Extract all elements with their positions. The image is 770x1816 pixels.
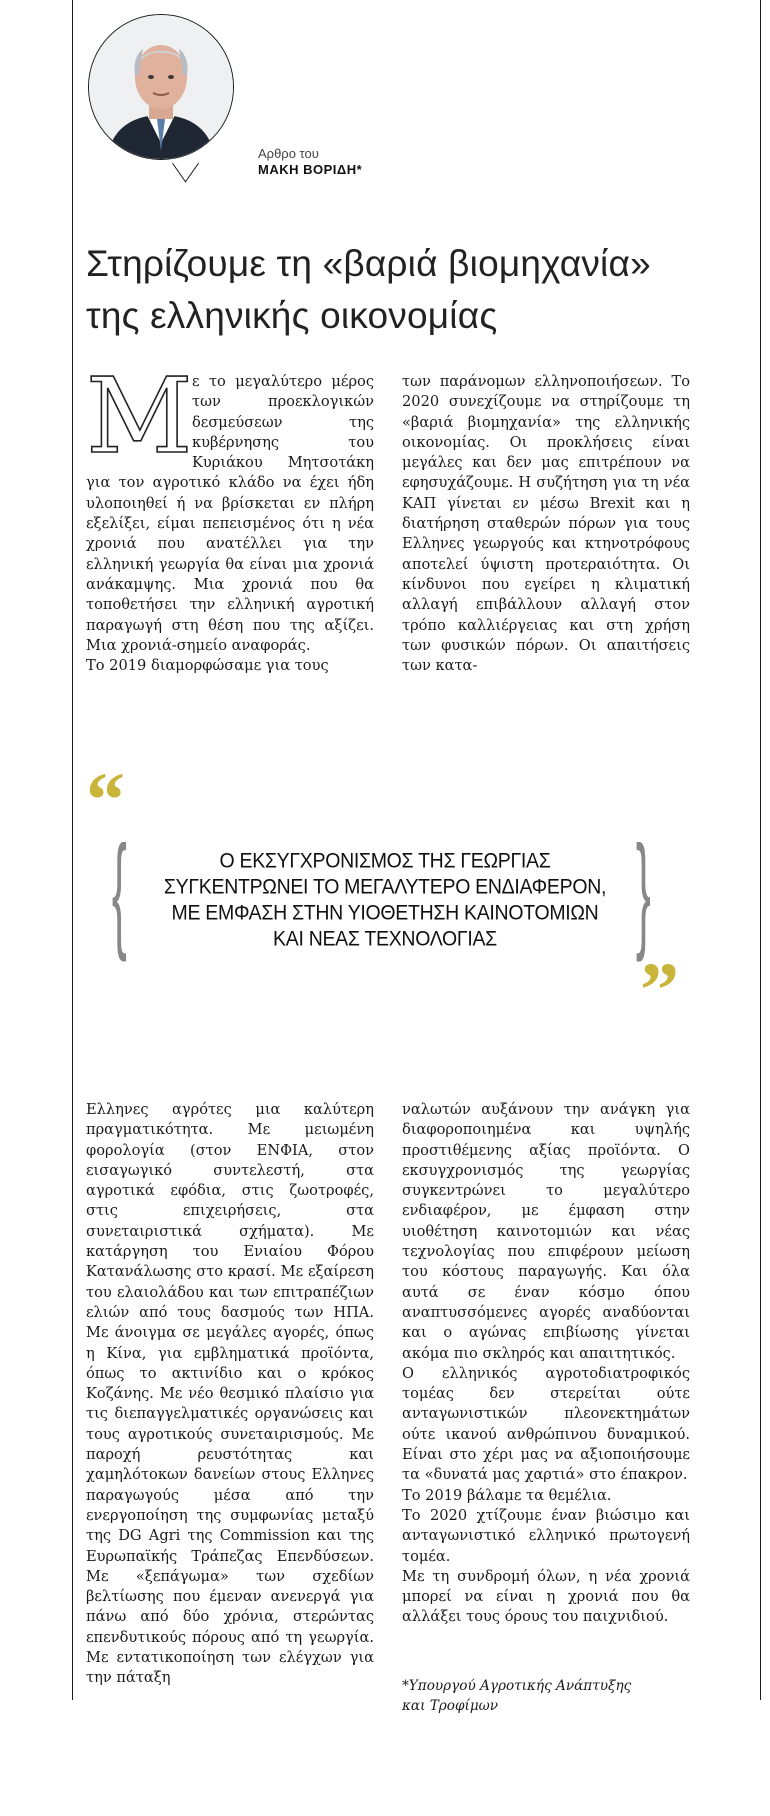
pull-quote-line: ΣΥΓΚΕΝΤΡΩΝΕΙ ΤΟ ΜΕΓΑΛΥΤΕΡΟ ΕΝΔΙΑΦΕΡΟΝ, <box>163 875 607 899</box>
paragraph: Το 2019 διαμορφώσαμε για τους <box>86 657 329 675</box>
left-brace-icon: { <box>111 820 127 963</box>
close-quote-icon: ” <box>640 946 679 1033</box>
paragraph: ναλωτών αυξάνουν την ανάγκη για διαφοροποιημένα και υψηλής προστιθέμενης αξίας προϊόντα. Ο εκσυγχρονισμός της γεωργίας συγκεντρώνει το μεγαλύτερο ενδιαφέρον, με έμφαση στην υιοθέτηση καινοτομιών και νέας τεχνολογίας που επιφέρουν μείωση του κόστους παραγωγής. Και όλα αυτά σε έναν κόσμο όπου αναπτυσσόμενες αγορές αναδύονται και ο αγώνας επιβίωσης γίνεται ακόμα πιο σκληρός και απαιτητικός. <box>402 1101 690 1362</box>
column-2-top <box>402 372 690 676</box>
paragraph: Το 2020 χτίζουμε έναν βιώσιμο και ανταγωνιστικό ελληνικό πρωτογενή τομέα. <box>402 1506 690 1565</box>
paragraph: Ο ελληνικός αγροτοδιατροφικός τομέας δεν στερείται ούτε ανταγωνιστικών πλεονεκτημάτων ούτε ικανού ανθρώπινου δυναμικού. Είναι στο χέρι μας να αξιοποιήσουμε τα «δυνατά μας χαρτιά» στο έπακρον. <box>402 1364 690 1484</box>
pull-quote-line: ΚΑΙ ΝΕΑΣ ΤΕΧΝΟΛΟΓΙΑΣ <box>273 927 497 951</box>
pull-quote-line: Ο ΕΚΣΥΓΧΡΟΝΙΣΜΟΣ ΤΗΣ ΓΕΩΡΓΙΑΣ <box>219 849 551 873</box>
paragraph: ε το μεγαλύτερο μέρος των προεκλογικών δεσμεύσεων της κυβέρνησης του Κυριάκου Μητσοτάκη για τον αγροτικό κλάδο να έχει ήδη υλοποιηθεί ή να βρίσκεται εν πλήρη εξελίξει, είμαι πεπεισμένος ότι η νέα χρονιά που ανατέλλει για την ελληνική γεωργία θα είναι μια χρονιά ανάκαμψης. Μια χρονιά που θα τοποθετήσει την ελληνική αγροτική παραγωγή στη θέση που της αξίζει. Μια χρονιά-σημείο αναφοράς. <box>86 373 374 654</box>
right-brace-icon: } <box>635 820 651 963</box>
author-photo-icon <box>89 15 233 159</box>
paragraph: Με τη συνδρομή όλων, η νέα χρονιά μπορεί να είναι η χρονιά που θα αλλάξει τους όρους του παιχνιδιού. <box>402 1567 690 1626</box>
author-name: ΜΑΚΗ ΒΟΡΙΔΗ* <box>258 162 363 177</box>
paragraph: Το 2019 βάλαμε τα θεμέλια. <box>402 1486 612 1504</box>
byline <box>258 146 362 177</box>
column-1-bottom <box>86 1100 374 1689</box>
column-2-bottom <box>402 1100 690 1628</box>
portrait-circle <box>88 14 234 160</box>
pull-quote <box>150 848 620 952</box>
pull-quote-line: ΜΕ ΕΜΦΑΣΗ ΣΤΗΝ ΥΙΟΘΕΤΗΣΗ ΚΑΙΝΟΤΟΜΙΩΝ <box>171 901 599 925</box>
headline <box>86 238 746 342</box>
footnote-line-1: *Υπουργού Αγροτικής Ανάπτυξης <box>402 1678 632 1694</box>
drop-cap: Μ <box>86 355 193 477</box>
byline-prefix: Αρθρο του <box>258 146 319 161</box>
open-quote-icon: “ <box>86 756 125 843</box>
paragraph: Ελληνες αγρότες μια καλύτερη πραγματικότητα. Με μειωμένη φορολογία (στον ΕΝΦΙΑ, στον εισαγωγικό συντελεστή, στα αγροτικά εφόδια, στις ζωοτροφές, στις επιχειρήσεις, στα συνεταιριστικά σχήματα). Με κατάργηση του Ενιαίου Φόρου Κατανάλωσης στο κρασί. Με εξαίρεση του ελαιολάδου και των επιτραπέζιων ελιών από τους δασμούς των ΗΠΑ. Με άνοιγμα σε μεγάλες αγορές, όπως η Κίνα, για εμβληματικά προϊόντα, όπως το ακτινίδιο και ο κρόκος Κοζάνης. Με νέο θεσμικό πλαίσιο για τις διεπαγγελματικές οργανώσεις και τους αγροτικούς συνεταιρισμούς. Με παροχή ρευστότητας και χαμηλότοκων δανείων στους Ελληνες παραγωγούς μέσα από την ενεργοποίηση της συμφωνίας μεταξύ της DG Agri της Commission και της Ευρωπαϊκής Τράπεζας Επενδύσεων. Με «ξεπάγωμα» των σχεδίων βελτίωσης που έμεναν ανενεργά για πάνω από δύο χρόνια, στερώντας επενδυτικούς πόρους από τη γεωργία. Με εντατικοποίηση των ελέγχων για την πάταξη <box>86 1101 374 1687</box>
author-portrait <box>88 14 234 160</box>
headline-line-1: Στηρίζουμε τη «βαριά βιομηχανία» <box>86 243 651 284</box>
footnote-line-2: και Τροφίμων <box>402 1698 499 1714</box>
left-column-rule <box>72 0 73 1700</box>
author-footnote <box>402 1676 631 1716</box>
paragraph: των παράνομων ελληνοποιήσεων. Το 2020 συνεχίζουμε να στηρίζουμε τη «βαριά βιομηχανία» της ελληνικής οικονομίας. Οι προκλήσεις είναι μεγάλες και δεν μας επιτρέπουν να εφησυχάζουμε. Η συζήτηση για τη νέα ΚΑΠ γίνεται εν μέσω Brexit και η διατήρηση σταθερών πόρων για τους Ελληνες γεωργούς και κτηνοτρόφους αποτελεί ύψιστη προτεραιότητα. Οι κίνδυνοι που εγείρει η κλιματική αλλαγή επιβάλλουν αλλαγή στον τρόπο καλλιέργειας και στη χρήση των φυσικών πόρων. Οι απαιτήσεις των κατα- <box>402 373 690 675</box>
column-1-top <box>86 355 374 676</box>
headline-line-2: της ελληνικής οικονομίας <box>86 295 498 336</box>
right-column-rule <box>760 0 761 1700</box>
